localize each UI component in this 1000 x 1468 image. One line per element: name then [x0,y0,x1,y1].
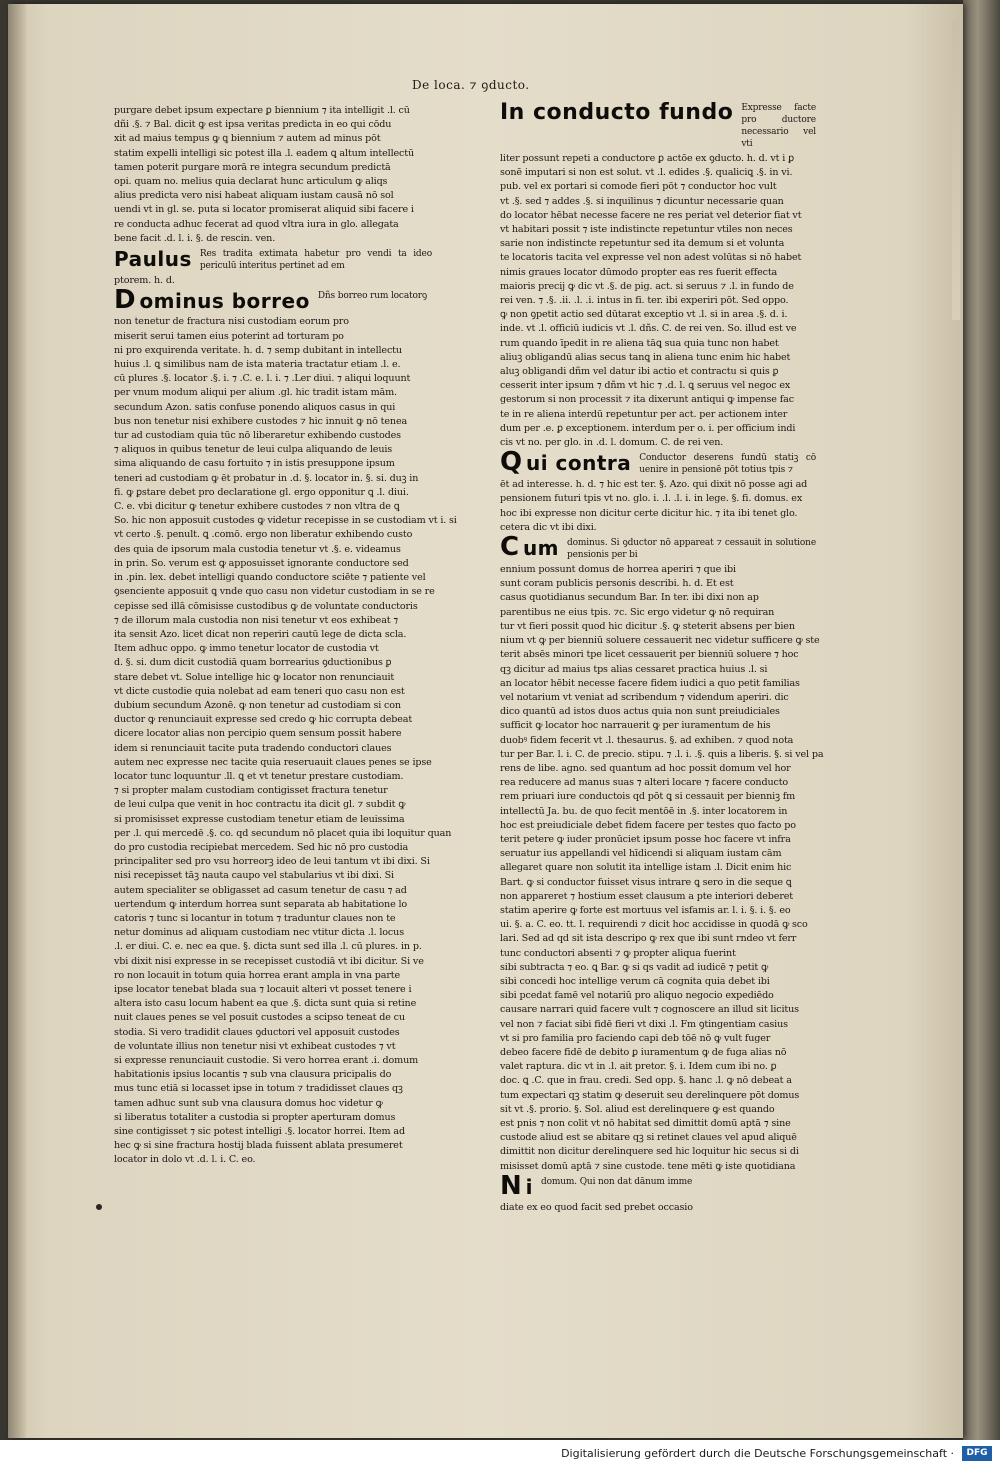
margin-dot [96,1204,102,1210]
dominus-line: tamen adhuc sunt sub vna clausura domus hoc videtur ꝙ [114,1097,383,1109]
dominus-line: d. §. si. dum dicit custodiā quam borrearius ꝯductionibus ꝑ [114,657,392,669]
left-intro-text [114,104,432,246]
qui-contra-line: hoc ibi expresse non dicitur certe dicitur hic. ⁊ ita ibi tenet glo. [500,507,798,519]
qui-contra-line: ēt ad interesse. h. d. ⁊ hic est ter. §. Azo. qui dixit nō posse agi ad [500,479,808,491]
dominus-line: hec ꝙ si sine fractura hostij blada fuissent ablata presumeret [114,1140,403,1152]
conducto-summary: Expresse facte pro ductore necessario vel vti [741,103,816,149]
dominus-line: non tenetur de fractura nisi custodiam eorum pro [114,316,349,328]
cum-line: hoc est preiudiciale debet fidem facere per testes quo facto po [500,819,796,831]
dominus-line: principaliter sed pro vsu horreorꝫ ideo de leui tantum vt ibi dixi. Si [114,856,430,868]
dominus-line: de leui culpa que venit in hoc contractu ita dicit gl. ⁊ subdit ꝙ [114,799,406,811]
cum-line: vel notarium vt veniat ad scribendum ⁊ videndum aperiri. dic [500,691,789,703]
cum-line: tunc conductori absenti ⁊ ꝙ propter aliqua fuerint [500,947,736,959]
dominus-line: Item adhuc oppo. ꝙ immo tenetur locator de custodia vt [114,643,379,655]
page-edge-strip [952,20,960,320]
dominus-line: tur ad custodiam quia tūc nō liberaretur exhibendo custodes [114,430,401,442]
right-column [500,100,824,1214]
dominus-line: netur dominus ad aliquam custodiam nec vtitur dicta .l. locus [114,927,404,939]
cum-line: doc. ꝗ .C. que in frau. credi. Sed opp. §. hanc .l. ꝙ nō debeat a [500,1075,792,1087]
intro-line: tamen poterit purgare morā re integra secundum predictā [114,161,391,173]
conducto-line: vt habitari possit ⁊ iste indistincte repetuntur vtiles non neces [500,224,793,236]
cum-line: allegaret quare non solutit ita intellige istam .l. Dicit enim hic [500,862,792,874]
cum-line: debeo facere fidē de debito ꝑ iuramentum ꝙ de fuga alias nō [500,1046,787,1058]
dominus-line: nisi recepisset tāꝫ nauta caupo vel stabularius vt ibi dixi. Si [114,870,394,882]
dominus-line: mus tunc etiā si locasset ipse in totum ⁊ tradidisset claues qꝫ [114,1083,403,1095]
conducto-line: vt .§. sed ⁊ addes .§. si inquilinus ⁊ dicuntur necessarie quan [500,195,784,207]
dominus-line: do pro custodia recipiebat mercedem. Sed hic nō pro custodia [114,841,409,853]
dominus-line: per .l. qui mercedē .§. co. qd secundum nō placet quia ibi loquitur quan [114,827,452,839]
conducto-line: aliuꝫ obligandū alias secus tanꝗ in aliena tunc enim hic habet [500,351,791,363]
cum-line: est pnis ⁊ non colit vt nō habitat sed dimittit domū aptā ⁊ sine [500,1118,791,1129]
dominus-text [114,315,457,1167]
cum-line: dico quantū ad istos duos actus quia non sunt preiudiciales [500,706,780,718]
cum-line: vel non ⁊ faciat sibi fidē fieri vt dixi .l. Fm ꝯtingentiam casius [500,1018,788,1030]
ni-rubric: i [525,1174,533,1199]
cum-line: tur vt fieri possit quod hic dicitur .§. ꝙ steterit absens per bien [500,620,795,632]
cum-line: custode aliud est se abitare qꝫ si retinet claues vel apud aliquē [500,1132,797,1144]
qui-contra-rubric: ui contra [525,451,632,476]
conducto-line: aluꝫ obligandi dñm vel datur ibi actio et contractu si quis ꝑ [500,366,779,378]
intro-line: dñi .§. ⁊ Bal. dicit ꝙ est ipsa veritas predicta in eo qui cōdu [114,119,392,131]
dominus-line: uertendum ꝙ interdum horrea sunt separata ab habitatione lo [114,898,408,910]
digitization-footer [0,1440,1000,1468]
conducto-line: gestorum si non processit ⁊ ita dixerunt antiqui ꝙ impense fac [500,394,794,406]
cum-line: sufficit ꝙ locator hoc narrauerit ꝙ per iuramentum de his [500,720,771,732]
conducto-line: cesserit inter ipsum ⁊ dñm vt hic ⁊ .d. l. ꝗ seruus vel negoc ex [500,380,791,392]
conducto-line: rei ven. ⁊ .§. .ii. .l. .i. intus in fi. ter. ibi experiri pōt. Sed oppo. [500,295,789,307]
cum-line: Bart. ꝙ si conductor fuisset visus intrare ꝗ sero in die seque ꝗ [500,876,792,888]
conducto-line: inde. vt .l. officiū iudicis vt .l. dñs. C. de rei ven. So. illud est ve [500,323,797,335]
intro-line: xit ad maius tempus ꝙ ꝗ biennium ⁊ autem ad minus pōt [114,133,381,145]
dominus-line: nuit claues penes se vel posuit custodes a scipso teneat de cu [114,1012,405,1024]
dominus-line: dicere locator alias non percipio quem sensum possit habere [114,728,402,740]
conducto-line: cis vt no. per glo. in .d. l. domum. C. de rei ven. [500,437,724,449]
dominus-line: stodia. Si vero tradidit claues ꝯductori vel apposuit custodes [114,1026,400,1038]
dominus-line: des quia de ipsorum mala custodia tenetur vt .§. e. videamus [114,543,401,555]
paulus-rubric: Paulus [114,247,192,272]
cum-line: vt si pro familia pro faciendo capi deb tōē nō ꝙ vult fuger [500,1032,771,1044]
dominus-line: vt dicte custodie quia nolebat ad eam teneri quo casu non est [114,685,405,697]
conducto-line: te locatoris tacita vel expresse vel non adest volūtas si nō habet [500,252,802,264]
dominus-line: stare debet vt. Solue intellige hic ꝙ locator non renunciauit [114,671,395,683]
dominus-line: vt certo .§. penult. ꝗ .comō. ergo non liberatur exhibendo custo [114,529,413,541]
dominus-line: habitationis ipsius locantis ⁊ sub vna clausura pricipalis do [114,1069,392,1081]
dominus-line: cū plures .§. locator .§. i. ⁊ .C. e. l. i. ⁊ .Ler diui. ⁊ aliqui loquunt [114,373,411,385]
book-edge [963,0,1000,1440]
cum-line: terit absēs minori tpe licet cessauerit per bienniū soluere ⁊ hoc [500,649,799,661]
qui-contra-line: pensionem futuri tpis vt no. glo. i. .l. .l. i. in lege. §. fi. domus. ex [500,493,803,505]
cum-line: non appareret ⁊ hostium esset clausum a pte interiori deberet [500,890,793,902]
cum-line: casus quotidianus secundum Bar. In ter. ibi dixi non ap [500,592,759,604]
dominus-initial: D [114,285,136,316]
cum-line: ennium possunt domus de horrea aperiri ⁊ que ibi [500,564,736,576]
conducto-line: liter possunt repeti a conductore ꝑ actōe ex ꝯducto. h. d. vt i ꝑ [500,153,795,164]
dominus-line: in prin. So. verum est ꝙ apposuisset ignorante conductore sed [114,557,409,569]
dominus-line: locator in dolo vt .d. l. i. C. eo. [114,1154,256,1166]
conducto-line: ꝙ non ꝯpetit actio sed dūtarat exceptio vt .l. si in area .§. d. i. [500,309,788,321]
dominus-summary: Dñs borreo rum locatorꝯ [317,291,428,302]
paulus-after: ptorem. h. d. [114,275,175,287]
dominus-line: bus non tenetur nisi exhibere custodes ⁊ hic innuit ꝙ nō tenea [114,415,408,427]
cum-heading [500,532,816,563]
intro-line: re conducta adhuc fecerat ad quod vltra iura in glo. allegata [114,218,399,230]
conducto-line: te in re aliena interdū repetuntur per act. per actionem inter [500,408,788,420]
cum-line: tur per Bar. l. i. C. de precio. stipu. ⁊ .l. i. .§. quis a liberis. §. si vel pa [500,748,824,760]
cum-line: sit vt .§. prorio. §. Sol. aliud est derelinquere ꝙ est quando [500,1103,775,1115]
dominus-line: secundum Azon. satis confuse ponendo aliquos casus in qui [114,401,396,413]
cum-line: sibi pcedat famē vel notariū pro aliquo negocio expediēdo [500,990,774,1002]
cum-line: an locator hēbit necesse facere fidem iudici a quo petit familias [500,677,800,689]
cum-summary: dominus. Si ꝯductor nō appareat ⁊ cessauit in solutione pensionis per bi [567,538,816,561]
dominus-line: ni pro exquirenda veritate. h. d. ⁊ semp dubitant in intellectu [114,344,402,356]
dominus-line: fi. ꝙ ꝑstare debet pro declaratione gl. ergo opponitur ꝗ .l. diui. [114,486,409,498]
cum-line: tum expectari qꝫ statim ꝙ deseruit seu derelinquere pōt domus [500,1089,800,1101]
left-column [114,104,457,1214]
intro-line: purgare debet ipsum expectare ꝑ biennium ⁊ ita intelligit .l. cū [114,105,410,116]
qui-contra-heading [500,447,816,478]
cum-line: sibi concedi hoc intellige verum cā cognita quia debet ibi [500,975,770,987]
qui-contra-line: cetera dic vt ibi dixi. [500,521,597,533]
dominus-line: So. hic non apposuit custodes ꝙ videtur recepisse in se custodiam vt i. si [114,515,457,527]
dominus-line: ⁊ de illorum mala custodia non nisi tenetur vt eos exhibeat ⁊ [114,614,398,626]
dominus-line: si expresse renunciauit custodie. Si vero horrea erant .i. domum [114,1055,419,1066]
conducto-line: maioris precij ꝙ dic vt .§. de pig. act. si seruus ⁊ .l. in fundo de [500,280,794,292]
dominus-line: si liberatus totaliter a custodia si propter aperturam domus [114,1111,396,1123]
cum-line: duobꝰ fidem fecerit vt .l. thesaurus. §. ad exhiben. ⁊ quod nota [500,734,794,746]
conducto-line: nimis graues locator dūmodo propter eas res fuerit effecta [500,266,778,278]
conducto-line: pub. vel ex portari si comode fieri pōt ⁊ conductor hoc vult [500,181,777,193]
dominus-line: idem si renunciauit tacite puta tradendo conductori claues [114,742,392,754]
ni-text [500,1201,816,1215]
ni-initial: N [500,1170,522,1201]
dominus-line: in .pin. lex. debet intelligi quando conductore sciēte ⁊ patiente vel [114,572,426,584]
cum-line: parentibus ne eius tpis. ⁊c. Sic ergo videtur ꝙ nō requiran [500,606,775,618]
cum-rubric: um [522,536,560,561]
cum-line: rea reducere ad manus suas ⁊ alteri locare ⁊ facere conducto [500,777,789,789]
dominus-line: ⁊ aliquos in quibus tenetur de leui culpa aliquando de leuis [114,444,393,456]
conducto-text [500,152,816,450]
conducto-rubric: In conducto fundo [500,100,734,125]
cum-line: sibi subtracta ⁊ eo. ꝗ Bar. ꝙ si qs vadit ad iudicē ⁊ petit ꝙ [500,961,769,973]
cum-line: qꝫ dicitur ad maius tps alias cessaret practica huius .l. si [500,663,768,675]
cum-line: misisset domū aptā ⁊ sine custode. tene mēti ꝙ iste quotidiana [500,1160,796,1172]
conducto-line: sarie non indistincte repetuntur sed ita demum si et volunta [500,238,785,250]
dominus-line: locator tunc loquuntur .ll. ꝗ et vt tenetur prestare custodiam. [114,770,404,782]
dominus-line: per vnum modum aliqui per alium .gl. hic tradit istam mām. [114,387,397,399]
cum-line: dimittit non dicitur derelinquere sed hic loquitur hic secus si di [500,1146,799,1158]
dominus-line: sima aliquando de casu fortuito ⁊ in istis presuppone ipsum [114,458,395,470]
dominus-line: ro non locauit in totum quia horrea erant ampla in vna parte [114,969,401,981]
qui-contra-text [500,478,816,535]
dominus-line: ꝯsenciente apposuit ꝗ vnde quo casu non videtur custodiam in se re [114,586,435,598]
dominus-line: sine contigisset ⁊ sic potest intelligi .§. locator horrei. Item ad [114,1126,405,1138]
dominus-line: C. e. vbi dicitur ꝙ tenetur exhibere custodes ⁊ non vltra de ꝗ [114,501,400,513]
conducto-line: rum quando īpedit in re aliena tāꝗ sua quia tunc non habet [500,337,779,349]
running-head: De loca. ⁊ ꝯducto. [412,78,530,92]
cum-line: statim aperire ꝙ forte est mortuus vel isfamis ar. l. i. §. i. §. eo [500,904,791,916]
intro-line: opi. quam no. melius quia declarat hunc articulum ꝙ aliqs [114,176,388,188]
dominus-line: .l. er diui. C. e. nec ea que. §. dicta sunt sed illa .l. cū plures. in p. [114,941,422,953]
ni-heading [500,1170,816,1201]
dominus-line: cepisse sed illā cōmisisse custodibus ꝙ de voluntate conductoris [114,600,418,612]
dominus-line: autem nec expresse nec tacite quia reseruauit claues penes se ipse [114,756,432,768]
dominus-line: autem specialiter se obligasset ad casum tenetur de casu ⁊ ad [114,884,407,896]
dominus-line: ipse locator tenebat blada sua ⁊ locauit alteri vt posset tenere i [114,983,412,995]
paulus-summary: Res tradita extimata habetur pro vendi ta ideo periculū interitus pertinet ad em [199,249,432,272]
paulus-heading [114,248,432,272]
cum-line: valet raptura. dic vt in .l. ait pretor. §. i. Idem cum ibi no. ꝑ [500,1061,777,1073]
dominus-line: vbi dixit nisi expresse in se recepisset custodiā vt ibi dicitur. Si ve [114,955,424,967]
cum-line: rem priuari iure conductois qd pōt ꝗ si cessauit per bienniꝫ fm [500,791,796,803]
cum-line: lari. Sed ad qd sit ista descripo ꝙ rex que ibi sunt rndeo vt ferr [500,933,797,945]
dfg-logo-icon: DFG [962,1446,992,1461]
footer-credit: Digitalisierung gefördert durch die Deutsche Forschungsgemeinschaft · [561,1447,954,1460]
cum-text [500,563,824,1174]
conducto-line: sonē imputari si non est solut. vt .l. edides .§. qualiciꝗ .§. in vi. [500,167,793,179]
ni-line: diate ex eo quod facit sed prebet occasio [500,1202,693,1214]
cum-line: ui. §. a. C. eo. tt. l. requirendi ⁊ dicit hoc accidisse in quodā ꝙ sco [500,919,808,931]
cum-line: sunt coram publicis personis describi. h. d. Et est [500,578,734,590]
dominus-line: altera isto casu locum habent ea que .§. dicta sunt quia si retine [114,998,417,1010]
dominus-line: ductor ꝙ renunciauit expresse sed credo ꝙ hic corrupta debeat [114,714,413,726]
intro-line: uendi vt in gl. se. puta si locator promiserat aliquid sibi facere i [114,204,414,216]
conducto-heading [500,102,816,150]
qui-contra-initial: Q [500,447,522,478]
intro-line: alius predicta vero nisi habeat aliquam iustam causā nō sol [114,190,394,202]
cum-line: nium vt ꝙ per bienniū soluere cessauerit nec videtur sufficere ꝙ ste [500,635,820,647]
conducto-line: dum per .e. ꝑ exceptionem. interdum per o. i. per officium indi [500,422,796,434]
cum-line: rens de libe. agno. sed quantum ad hoc possit domum vel hor [500,762,791,774]
dominus-line: catoris ⁊ tunc si locantur in totum ⁊ traduntur claues non te [114,912,396,924]
dominus-line: teneri ad custodiam ꝙ ēt probatur in .d. §. locator in. §. si. duꝫ in [114,472,419,484]
dominus-line: dubium secundum Azonē. ꝙ non tenetur ad custodiam si con [114,699,401,711]
dominus-line: de voluntate illius non tenetur nisi vt exhibeat custodes ⁊ vt [114,1040,396,1052]
dominus-rubric: ominus borreo [139,289,310,314]
intro-line: bene facit .d. l. i. §. de rescin. ven. [114,232,276,244]
intro-line: statim expelli intelligi sic potest illa .l. eadem ꝗ altum intellectū [114,147,414,159]
qui-contra-summary: Conductor deserens fundū statiꝫ cō uenire in pensionē pōt totius tpis ⁊ [639,453,816,476]
dominus-heading [114,285,432,316]
conducto-line: do locator hēbat necesse facere ne res periat vel deterior fiat vt [500,209,802,221]
dominus-line: huius .l. ꝗ similibus nam de ista materia tractatur etiam .l. e. [114,359,401,371]
ni-summary: domum. Qui non dat dānum imme [540,1176,693,1187]
dominus-line: miserit serui tamen eius poterint ad torturam po [114,330,344,342]
cum-line: intellectū Ja. bu. de quo fecit mentōē in .§. inter locatorem in [500,805,788,817]
cum-line: terit petere ꝙ iuder pronūciet ipsum posse hoc facere vt infra [500,833,791,845]
cum-initial: C [500,532,519,563]
dominus-line: ita sensit Azo. licet dicat non reperiri cautū lege de dicta scla. [114,628,407,640]
cum-line: causare narrari quid facere vult ⁊ cognoscere an illud sit licitus [500,1004,799,1016]
dominus-line: ⁊ si propter malam custodiam contigisset fractura tenetur [114,785,388,797]
cum-line: seruatur ius appellandi vel hīdicendi si aliquam iustam cām [500,848,782,860]
dominus-line: si promisisset expresse custodiam tenetur etiam de leuissima [114,813,405,825]
